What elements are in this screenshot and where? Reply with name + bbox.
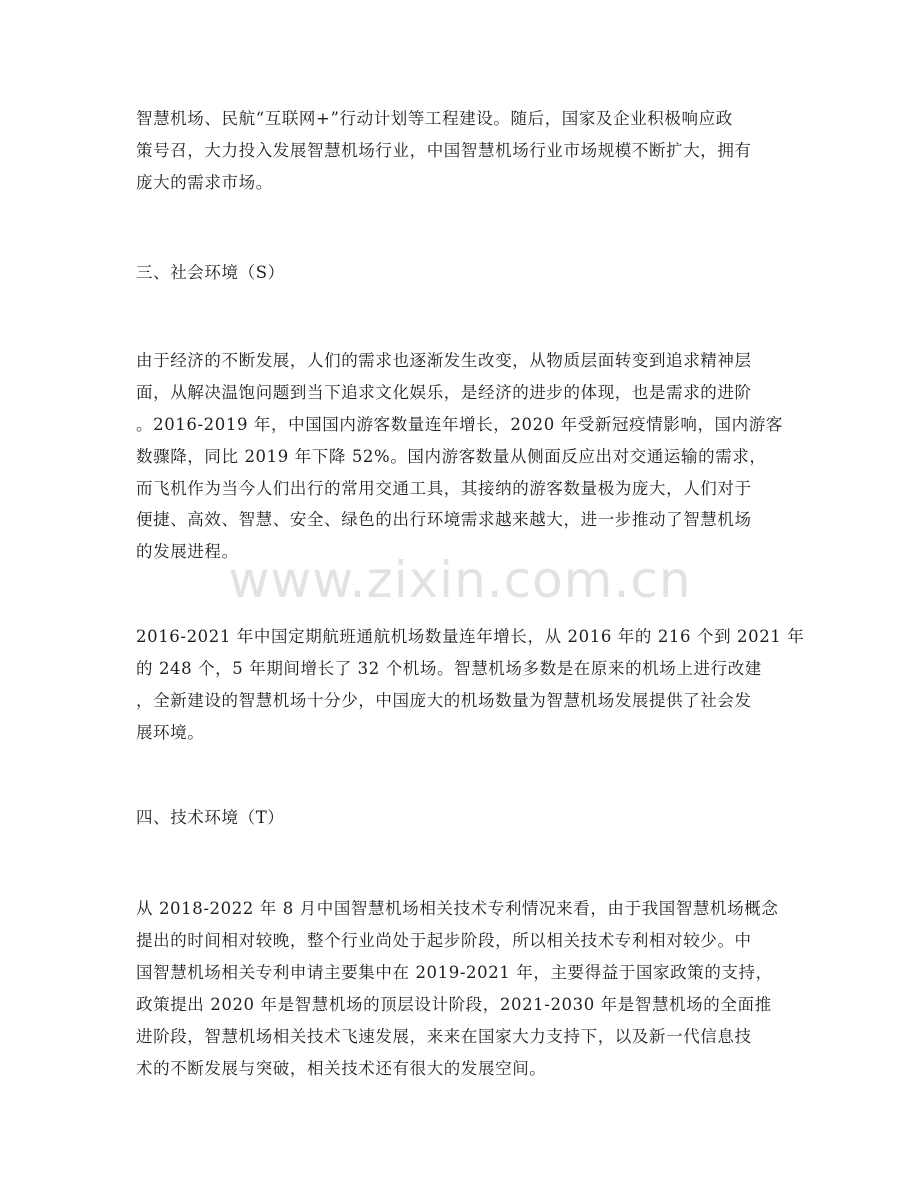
paragraph-line: 政策提出 2020 年是智慧机场的顶层设计阶段，2021-2030 年是智慧机场的全面推 bbox=[136, 995, 772, 1014]
paragraph-line: 数骤降，同比 2019 年下降 52%。国内游客数量从侧面反应出对交通运输的需求， bbox=[136, 447, 767, 466]
paragraph-line: 策号召，大力投入发展智慧机场行业，中国智慧机场行业市场规模不断扩大，拥有 bbox=[136, 141, 752, 160]
paragraph-line: 而飞机作为当今人们出行的常用交通工具，其接纳的游客数量极为庞大，人们对于 bbox=[136, 479, 752, 498]
section-heading-social: 三、社会环境（S） bbox=[136, 263, 285, 282]
section-heading-tech: 四、技术环境（T） bbox=[136, 808, 285, 827]
paragraph-line: 提出的时间相对较晚，整个行业尚处于起步阶段，所以相关技术专利相对较少。中 bbox=[136, 931, 752, 950]
paragraph-line: 展环境。 bbox=[136, 723, 205, 742]
paragraph-line: 的发展进程。 bbox=[136, 542, 239, 561]
paragraph-line: 术的不断发展与突破，相关技术还有很大的发展空间。 bbox=[136, 1059, 547, 1078]
paragraph-line: 由于经济的不断发展，人们的需求也逐渐发生改变，从物质层面转变到追求精神层 bbox=[136, 351, 752, 370]
paragraph-line: 。2016-2019 年，中国国内游客数量连年增长，2020 年受新冠疫情影响，国内游客 bbox=[136, 415, 783, 434]
paragraph-line: 便捷、高效、智慧、安全、绿色的出行环境需求越来越大，进一步推动了智慧机场 bbox=[136, 510, 752, 529]
paragraph-line: ，全新建设的智慧机场十分少，中国庞大的机场数量为智慧机场发展提供了社会发 bbox=[136, 691, 752, 710]
paragraph-line: 的 248 个，5 年期间增长了 32 个机场。智慧机场多数是在原来的机场上进行改建 bbox=[136, 659, 762, 678]
paragraph-line: 国智慧机场相关专利申请主要集中在 2019-2021 年，主要得益于国家政策的支持， bbox=[136, 963, 773, 982]
paragraph-line: 从 2018-2022 年 8 月中国智慧机场相关技术专利情况来看，由于我国智慧机场概念 bbox=[136, 899, 779, 918]
paragraph-line: 进阶段，智慧机场相关技术飞速发展，来来在国家大力支持下，以及新一代信息技 bbox=[136, 1027, 752, 1046]
watermark: www.zixin.com.cn bbox=[228, 551, 692, 609]
paragraph-line: 2016-2021 年中国定期航班通航机场数量连年增长，从 2016 年的 216 个到 2021 年 bbox=[136, 627, 805, 646]
paragraph-line: 面，从解决温饱问题到当下追求文化娱乐，是经济的进步的体现，也是需求的进阶 bbox=[136, 383, 752, 402]
paragraph-line: 智慧机场、民航“互联网+”行动计划等工程建设。随后，国家及企业积极响应政 bbox=[136, 109, 733, 128]
paragraph-line: 庞大的需求市场。 bbox=[136, 173, 273, 192]
